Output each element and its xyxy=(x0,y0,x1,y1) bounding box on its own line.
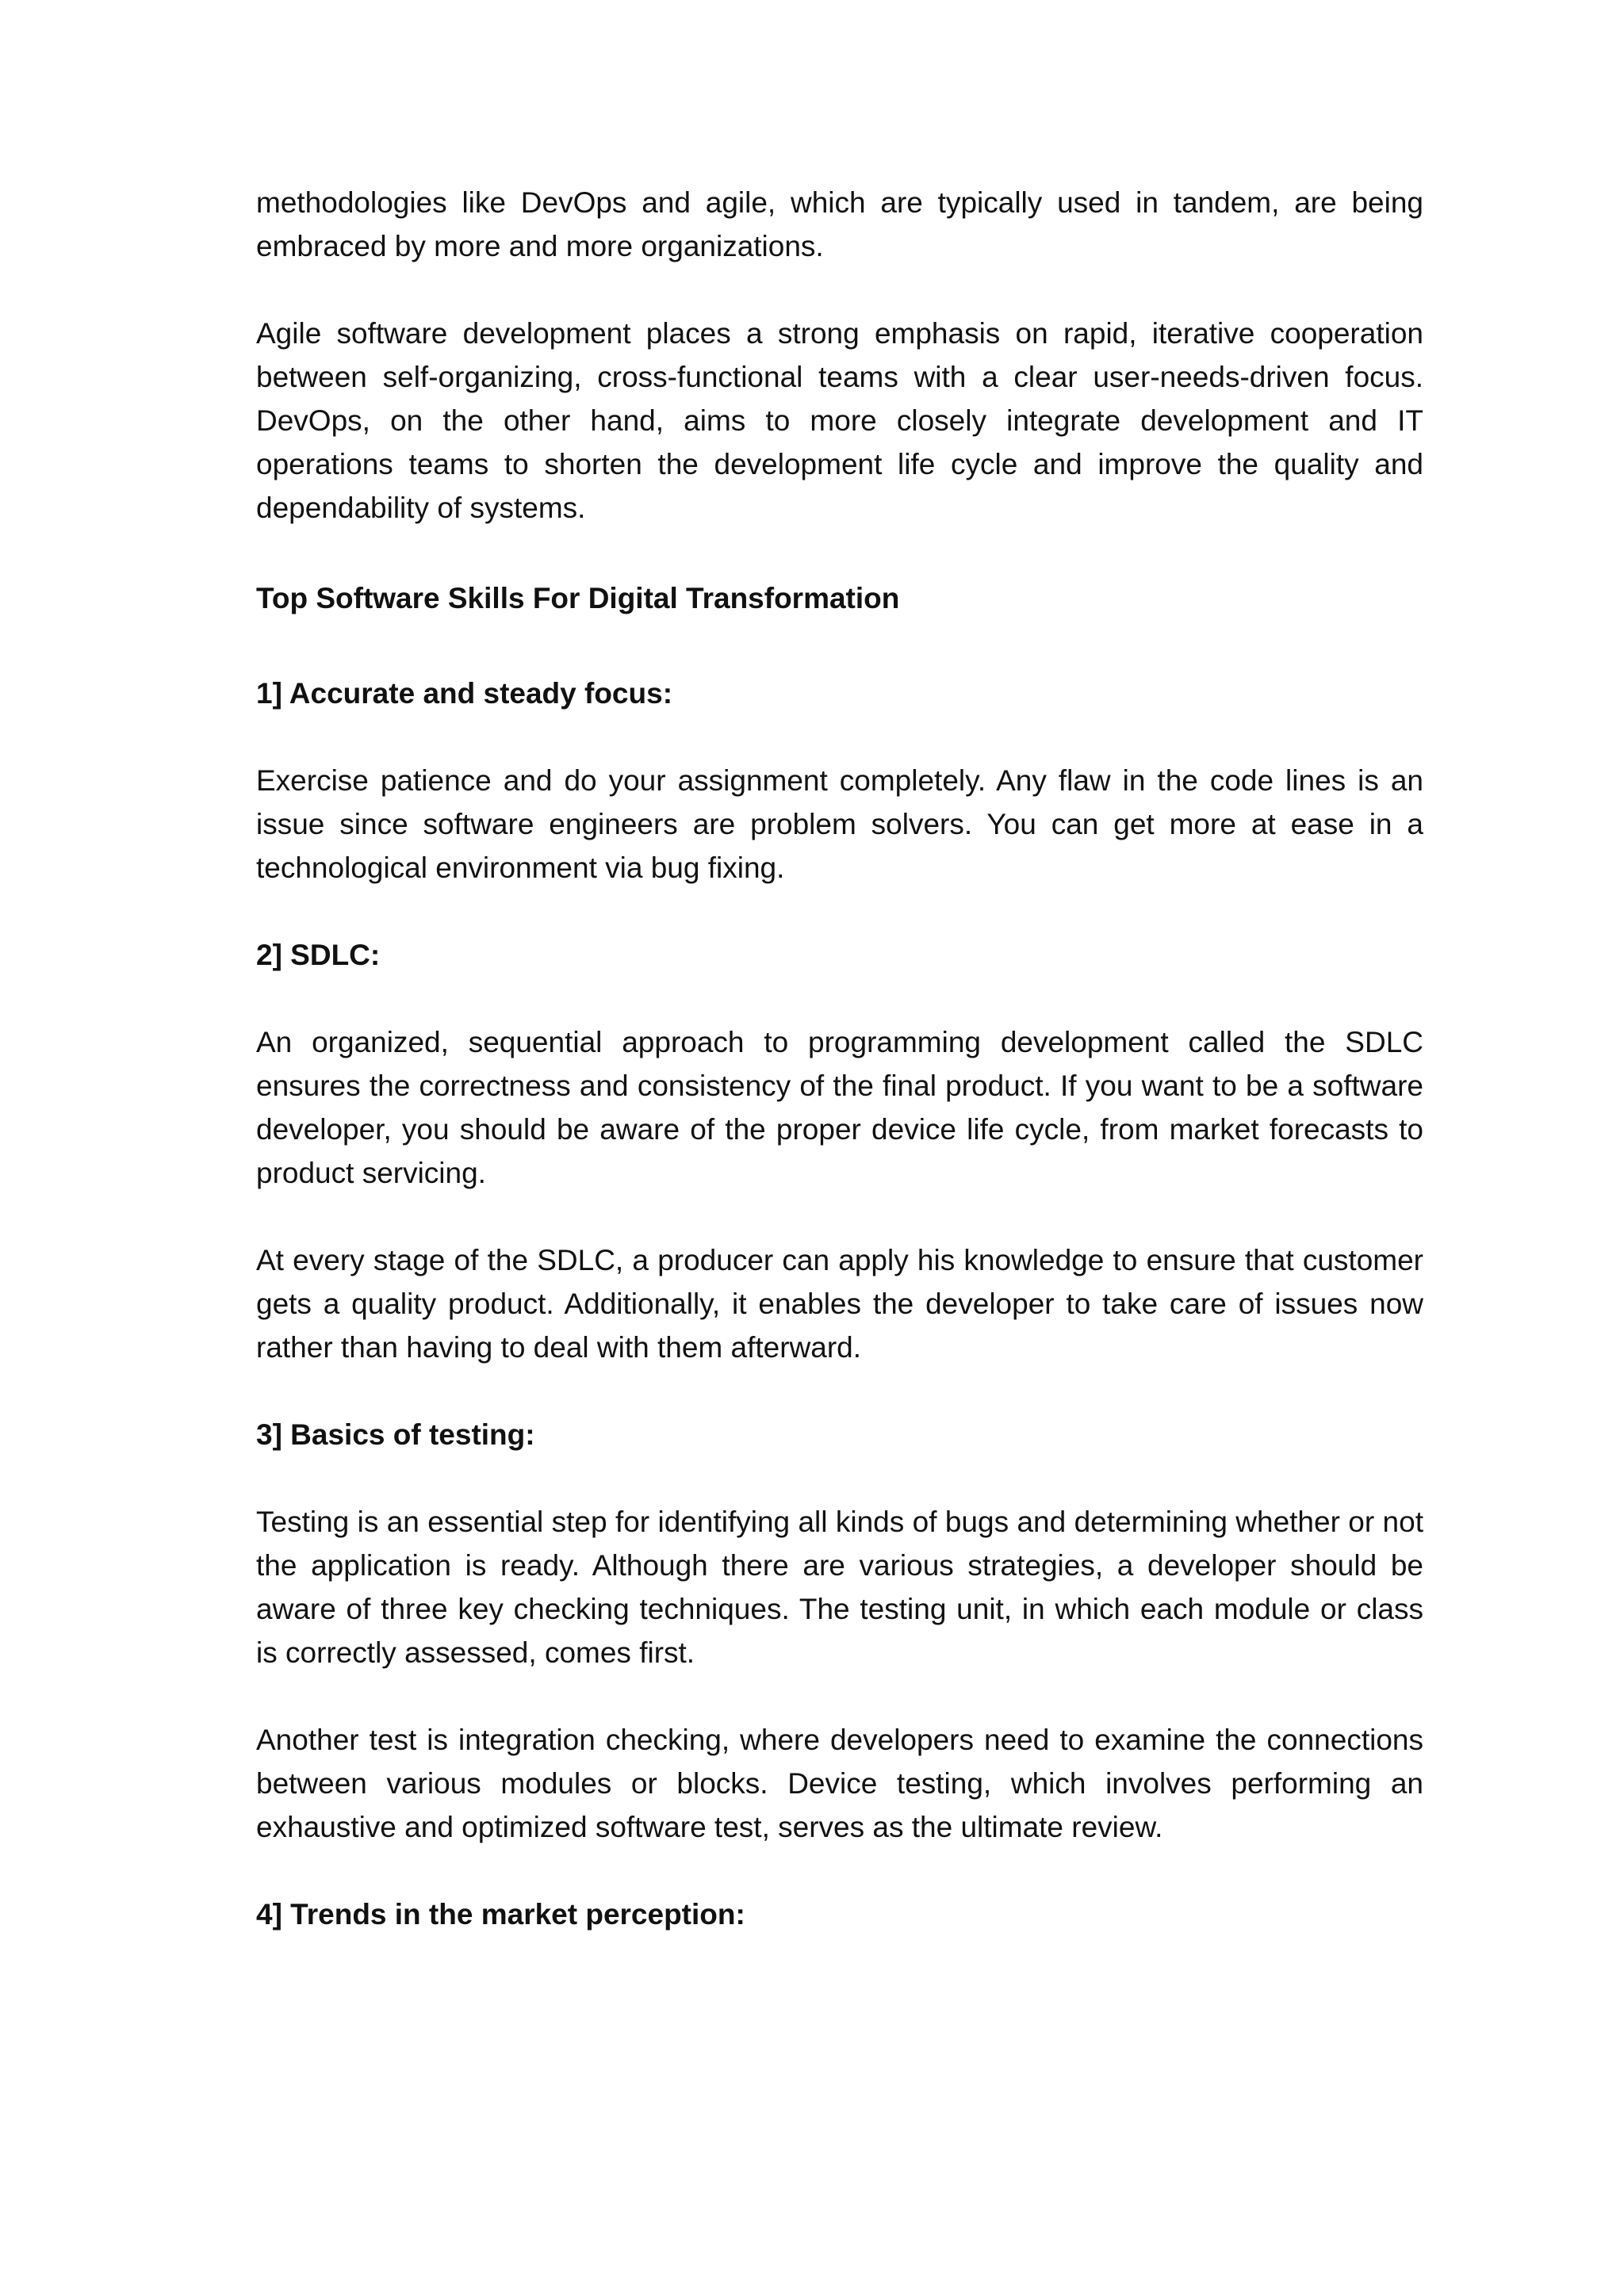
heading-market-trends: 4] Trends in the market perception: xyxy=(256,1898,745,1931)
paragraph-testing-essential: Testing is an essential step for identifying all kinds of bugs and determining whether or not the application is ready. Although there are various strategies, a developer should be aware of three key checking techniques. The testing unit, in which each module or class is correctly assessed, comes first. xyxy=(256,1506,1423,1669)
heading-sdlc: 2] SDLC: xyxy=(256,939,381,971)
section-title: Top Software Skills For Digital Transformation xyxy=(256,582,900,614)
heading-testing: 3] Basics of testing: xyxy=(256,1418,535,1451)
paragraph-sdlc-approach: An organized, sequential approach to programming development called the SDLC ensures the correctness and consistency of the final product. If you want to be a software developer, you should be aware of the proper device life cycle, from market forecasts to product servicing. xyxy=(256,1026,1423,1189)
spacer xyxy=(256,1369,1423,1413)
paragraph-integration: Another test is integration checking, where developers need to examine the connections between various modules or blocks. Device testing, which involves performing an exhaustive and optimized software test, serves as the ultimate review. xyxy=(256,1724,1423,1843)
paragraph-sdlc-stage: At every stage of the SDLC, a producer can apply his knowledge to ensure that customer gets a quality product. Additionally, it enables the developer to take care of issues now rather than having to deal with them afterward. xyxy=(256,1244,1423,1364)
spacer xyxy=(256,1456,1423,1500)
spacer xyxy=(256,620,1423,672)
paragraph-agile-devops: Agile software development places a strong emphasis on rapid, iterative cooperation between self-organizing, cross-functional teams with a clear user-needs-driven focus. DevOps, on the other hand, aims to more closely integrate development and IT operations teams to shorten the development life cycle and improve the quality and dependability of systems. xyxy=(256,317,1423,524)
spacer xyxy=(256,268,1423,312)
paragraph-methodologies: methodologies like DevOps and agile, which are typically used in tandem, are being embraced by more and more organizations. xyxy=(256,186,1423,262)
spacer xyxy=(256,1674,1423,1718)
heading-accurate-focus: 1] Accurate and steady focus: xyxy=(256,677,673,710)
document-body xyxy=(256,181,1423,1936)
spacer xyxy=(256,977,1423,1020)
spacer xyxy=(256,1195,1423,1238)
spacer xyxy=(256,1849,1423,1892)
paragraph-patience: Exercise patience and do your assignment completely. Any flaw in the code lines is an issue since software engineers are problem solvers. You can get more at ease in a technological environment via bug fixing. xyxy=(256,764,1423,884)
spacer xyxy=(256,890,1423,933)
spacer xyxy=(256,530,1423,573)
spacer xyxy=(256,715,1423,759)
